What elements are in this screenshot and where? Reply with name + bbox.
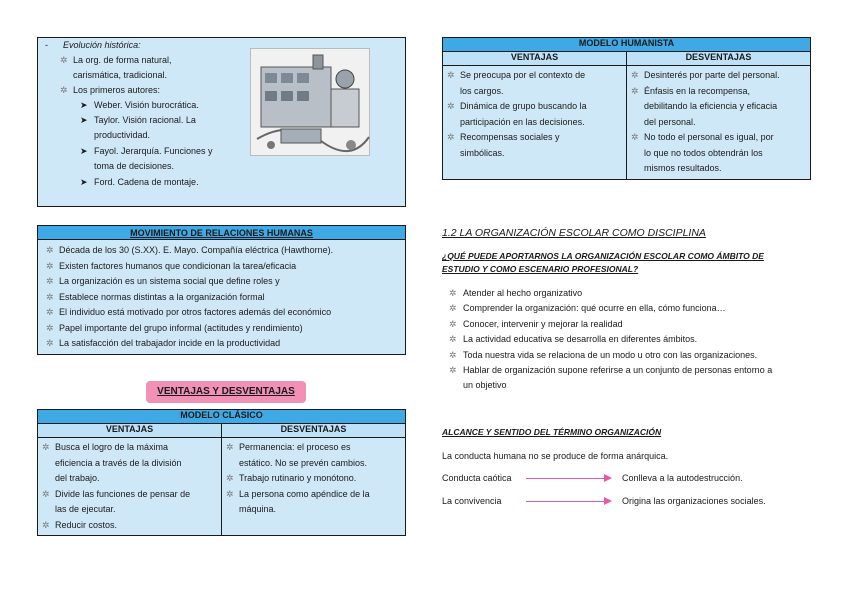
spinner-star-icon: ✲: [447, 70, 455, 80]
evolucion-box: [37, 37, 406, 207]
table-bullet-item-cont: simbólicas.: [460, 147, 505, 158]
spinner-star-icon: ✲: [42, 442, 50, 452]
relaciones-box: [37, 225, 406, 355]
spinner-star-icon: ✲: [449, 303, 457, 313]
spinner-star-icon: ✲: [46, 291, 54, 302]
table-bullet-item: ✲ Dinámica de grupo buscando la: [447, 99, 622, 115]
spinner-star-icon: ✲: [42, 488, 50, 499]
humanista-desventajas-header: DESVENTAJAS: [627, 52, 811, 66]
factory-drawing: [251, 49, 371, 157]
humanista-ventajas-header: VENTAJAS: [443, 52, 627, 66]
evolucion-item: ✲ La org. de forma natural,: [60, 53, 172, 68]
relaciones-item: ✲ Establece normas distintas a la organización formal: [46, 290, 265, 305]
seccion-item: ✲ Conocer, intervenir y mejorar la realidad: [449, 319, 623, 329]
spinner-star-icon: ✲: [60, 85, 68, 95]
spinner-star-icon: ✲: [46, 322, 54, 333]
evolucion-title: Evolución histórica:: [63, 40, 141, 50]
spinner-star-icon: ✲: [449, 319, 457, 329]
arrow-bullet-icon: ➤: [80, 146, 88, 156]
alcance-intro: La conducta humana no se produce de forma anárquica.: [442, 451, 669, 461]
spinner-star-icon: ✲: [46, 307, 54, 317]
arrow-bullet-icon: ➤: [80, 177, 88, 187]
relaciones-item: ✲ Existen factores humanos que condicionan la tarea/eficacia: [46, 259, 296, 274]
table-bullet-item-cont: eficiencia a través de la división: [55, 457, 182, 468]
relaciones-item: ✲ Papel importante del grupo informal (actitudes y rendimiento): [46, 321, 303, 336]
table-bullet-item: ✲ Énfasis en la recompensa,: [631, 84, 806, 100]
alcance-row1-left: Conducta caótica: [442, 473, 512, 483]
spinner-star-icon: ✲: [449, 350, 457, 360]
spinner-star-icon: ✲: [631, 85, 639, 96]
seccion-item: ✲ Toda nuestra vida se relaciona de un modo u otro con las organizaciones.: [449, 350, 758, 360]
autor-item-cont: toma de decisiones.: [94, 161, 175, 171]
arrow-right-icon: [526, 478, 606, 479]
relaciones-title: MOVIMIENTO DE RELACIONES HUMANAS: [38, 226, 405, 240]
arrow-right-icon-head: [604, 474, 612, 482]
evolucion-item-cont: carismática, tradicional.: [73, 70, 168, 80]
spinner-star-icon: ✲: [226, 442, 234, 452]
spinner-star-icon: ✲: [46, 276, 54, 286]
arrow-right-icon-head: [604, 497, 612, 505]
arrow-bullet-icon: ➤: [80, 115, 88, 125]
table-bullet-item-cont: lo que no todos obtendrán los: [644, 147, 763, 158]
spinner-star-icon: ✲: [60, 55, 68, 65]
autor-item: ➤ Fayol. Jerarquía. Funciones y: [80, 144, 213, 159]
spinner-star-icon: ✲: [226, 473, 234, 483]
autor-item: ➤ Taylor. Visión racional. La: [80, 113, 196, 128]
seccion-item: ✲ La actividad educativa se desarrolla en diferentes ámbitos.: [449, 334, 698, 344]
seccion-heading: 1.2 LA ORGANIZACIÓN ESCOLAR COMO DISCIPLINA: [442, 227, 706, 239]
alcance-row1-right: Conlleva a la autodestrucción.: [622, 473, 743, 483]
evolucion-item: ✲ Los primeros autores:: [60, 83, 160, 98]
table-bullet-item: ✲ No todo el personal es igual, por: [631, 130, 806, 146]
table-bullet-item-cont: debilitando la eficiencia y eficacia: [644, 101, 778, 111]
spinner-star-icon: ✲: [46, 338, 54, 348]
autor-item: ➤ Ford. Cadena de montaje.: [80, 175, 199, 190]
clasico-ventajas-cell: [38, 438, 222, 536]
spinner-star-icon: ✲: [447, 101, 455, 111]
table-bullet-item-cont: del personal.: [644, 116, 696, 127]
arrow-right-icon: [526, 501, 606, 502]
modelo-clasico-title: MODELO CLÁSICO: [38, 410, 406, 424]
table-bullet-item-cont: los cargos.: [460, 85, 504, 96]
relaciones-item: ✲ El individuo está motivado por otros factores además del económico: [46, 305, 331, 320]
seccion-question-line2: ESTUDIO Y COMO ESCENARIO PROFESIONAL?: [442, 264, 639, 274]
ventajas-desventajas-banner: VENTAJAS Y DESVENTAJAS: [146, 381, 306, 403]
table-bullet-item: ✲ Desinterés por parte del personal.: [631, 68, 806, 84]
seccion-item: ✲ Comprender la organización: qué ocurre en ella, cómo funciona…: [449, 303, 726, 313]
spinner-star-icon: ✲: [447, 132, 455, 142]
autor-item-cont: productividad.: [94, 130, 151, 140]
spinner-star-icon: ✲: [449, 365, 457, 375]
table-bullet-item: ✲ Trabajo rutinario y monótono.: [226, 471, 401, 487]
table-bullet-item-cont: mismos resultados.: [644, 163, 722, 173]
modelo-humanista-title: MODELO HUMANISTA: [443, 38, 811, 52]
table-bullet-item: ✲ La persona como apéndice de la: [226, 487, 401, 503]
spinner-star-icon: ✲: [631, 70, 639, 80]
table-bullet-item-cont: participación en las decisiones.: [460, 116, 585, 127]
table-bullet-item-cont: máquina.: [239, 504, 277, 514]
alcance-row2-right: Origina las organizaciones sociales.: [622, 496, 766, 506]
table-bullet-item: ✲ Permanencia: el proceso es: [226, 440, 401, 456]
modelo-clasico-table: [37, 409, 406, 536]
seccion-question-line1: ¿QUÉ PUEDE APORTARNOS LA ORGANIZACIÓN ESCOLAR COMO ÁMBITO DE: [442, 251, 764, 261]
relaciones-item: ✲ La organización es un sistema social que define roles y: [46, 274, 280, 289]
table-bullet-item: ✲ Busca el logro de la máxima: [42, 440, 217, 456]
table-bullet-item-cont: las de ejecutar.: [55, 504, 116, 514]
factory-illustration: [250, 48, 370, 156]
spinner-star-icon: ✲: [46, 260, 54, 271]
modelo-humanista-table: [442, 37, 811, 180]
clasico-ventajas-header: VENTAJAS: [38, 424, 222, 438]
humanista-desventajas-cell: [627, 66, 811, 180]
spinner-star-icon: ✲: [226, 488, 234, 499]
seccion-item: ✲ Hablar de organización supone referirse a un conjunto de personas entorno a: [449, 365, 773, 375]
spinner-star-icon: ✲: [46, 245, 54, 255]
relaciones-item: ✲ La satisfacción del trabajador incide en la productividad: [46, 336, 280, 351]
table-bullet-item-cont: del trabajo.: [55, 473, 100, 483]
spinner-star-icon: ✲: [42, 519, 50, 530]
spinner-star-icon: ✲: [449, 334, 457, 344]
spinner-star-icon: ✲: [631, 132, 639, 142]
seccion-item-cont: un objetivo: [463, 380, 507, 390]
table-bullet-item: ✲ Divide las funciones de pensar de: [42, 487, 217, 503]
seccion-item: ✲ Atender al hecho organizativo: [449, 288, 583, 298]
table-bullet-item: ✲ Reducir costos.: [42, 518, 217, 534]
clasico-desventajas-cell: [222, 438, 406, 536]
humanista-ventajas-cell: [443, 66, 627, 180]
dash-bullet: -: [45, 40, 48, 50]
autor-item: ➤ Weber. Visión burocrática.: [80, 98, 199, 113]
spinner-star-icon: ✲: [449, 288, 457, 298]
alcance-row2-left: La convivencia: [442, 496, 502, 506]
arrow-bullet-icon: ➤: [80, 100, 88, 110]
alcance-heading: ALCANCE Y SENTIDO DEL TÉRMINO ORGANIZACIÓN: [442, 427, 662, 437]
table-bullet-item-cont: estático. No se prevén cambios.: [239, 457, 368, 468]
table-bullet-item: ✲ Se preocupa por el contexto de: [447, 68, 622, 84]
table-bullet-item: ✲ Recompensas sociales y: [447, 130, 622, 146]
clasico-desventajas-header: DESVENTAJAS: [222, 424, 406, 438]
relaciones-item: ✲ Década de los 30 (S.XX). E. Mayo. Compañía eléctrica (Hawthorne).: [46, 243, 333, 258]
evolucion-title-line: [45, 38, 141, 53]
